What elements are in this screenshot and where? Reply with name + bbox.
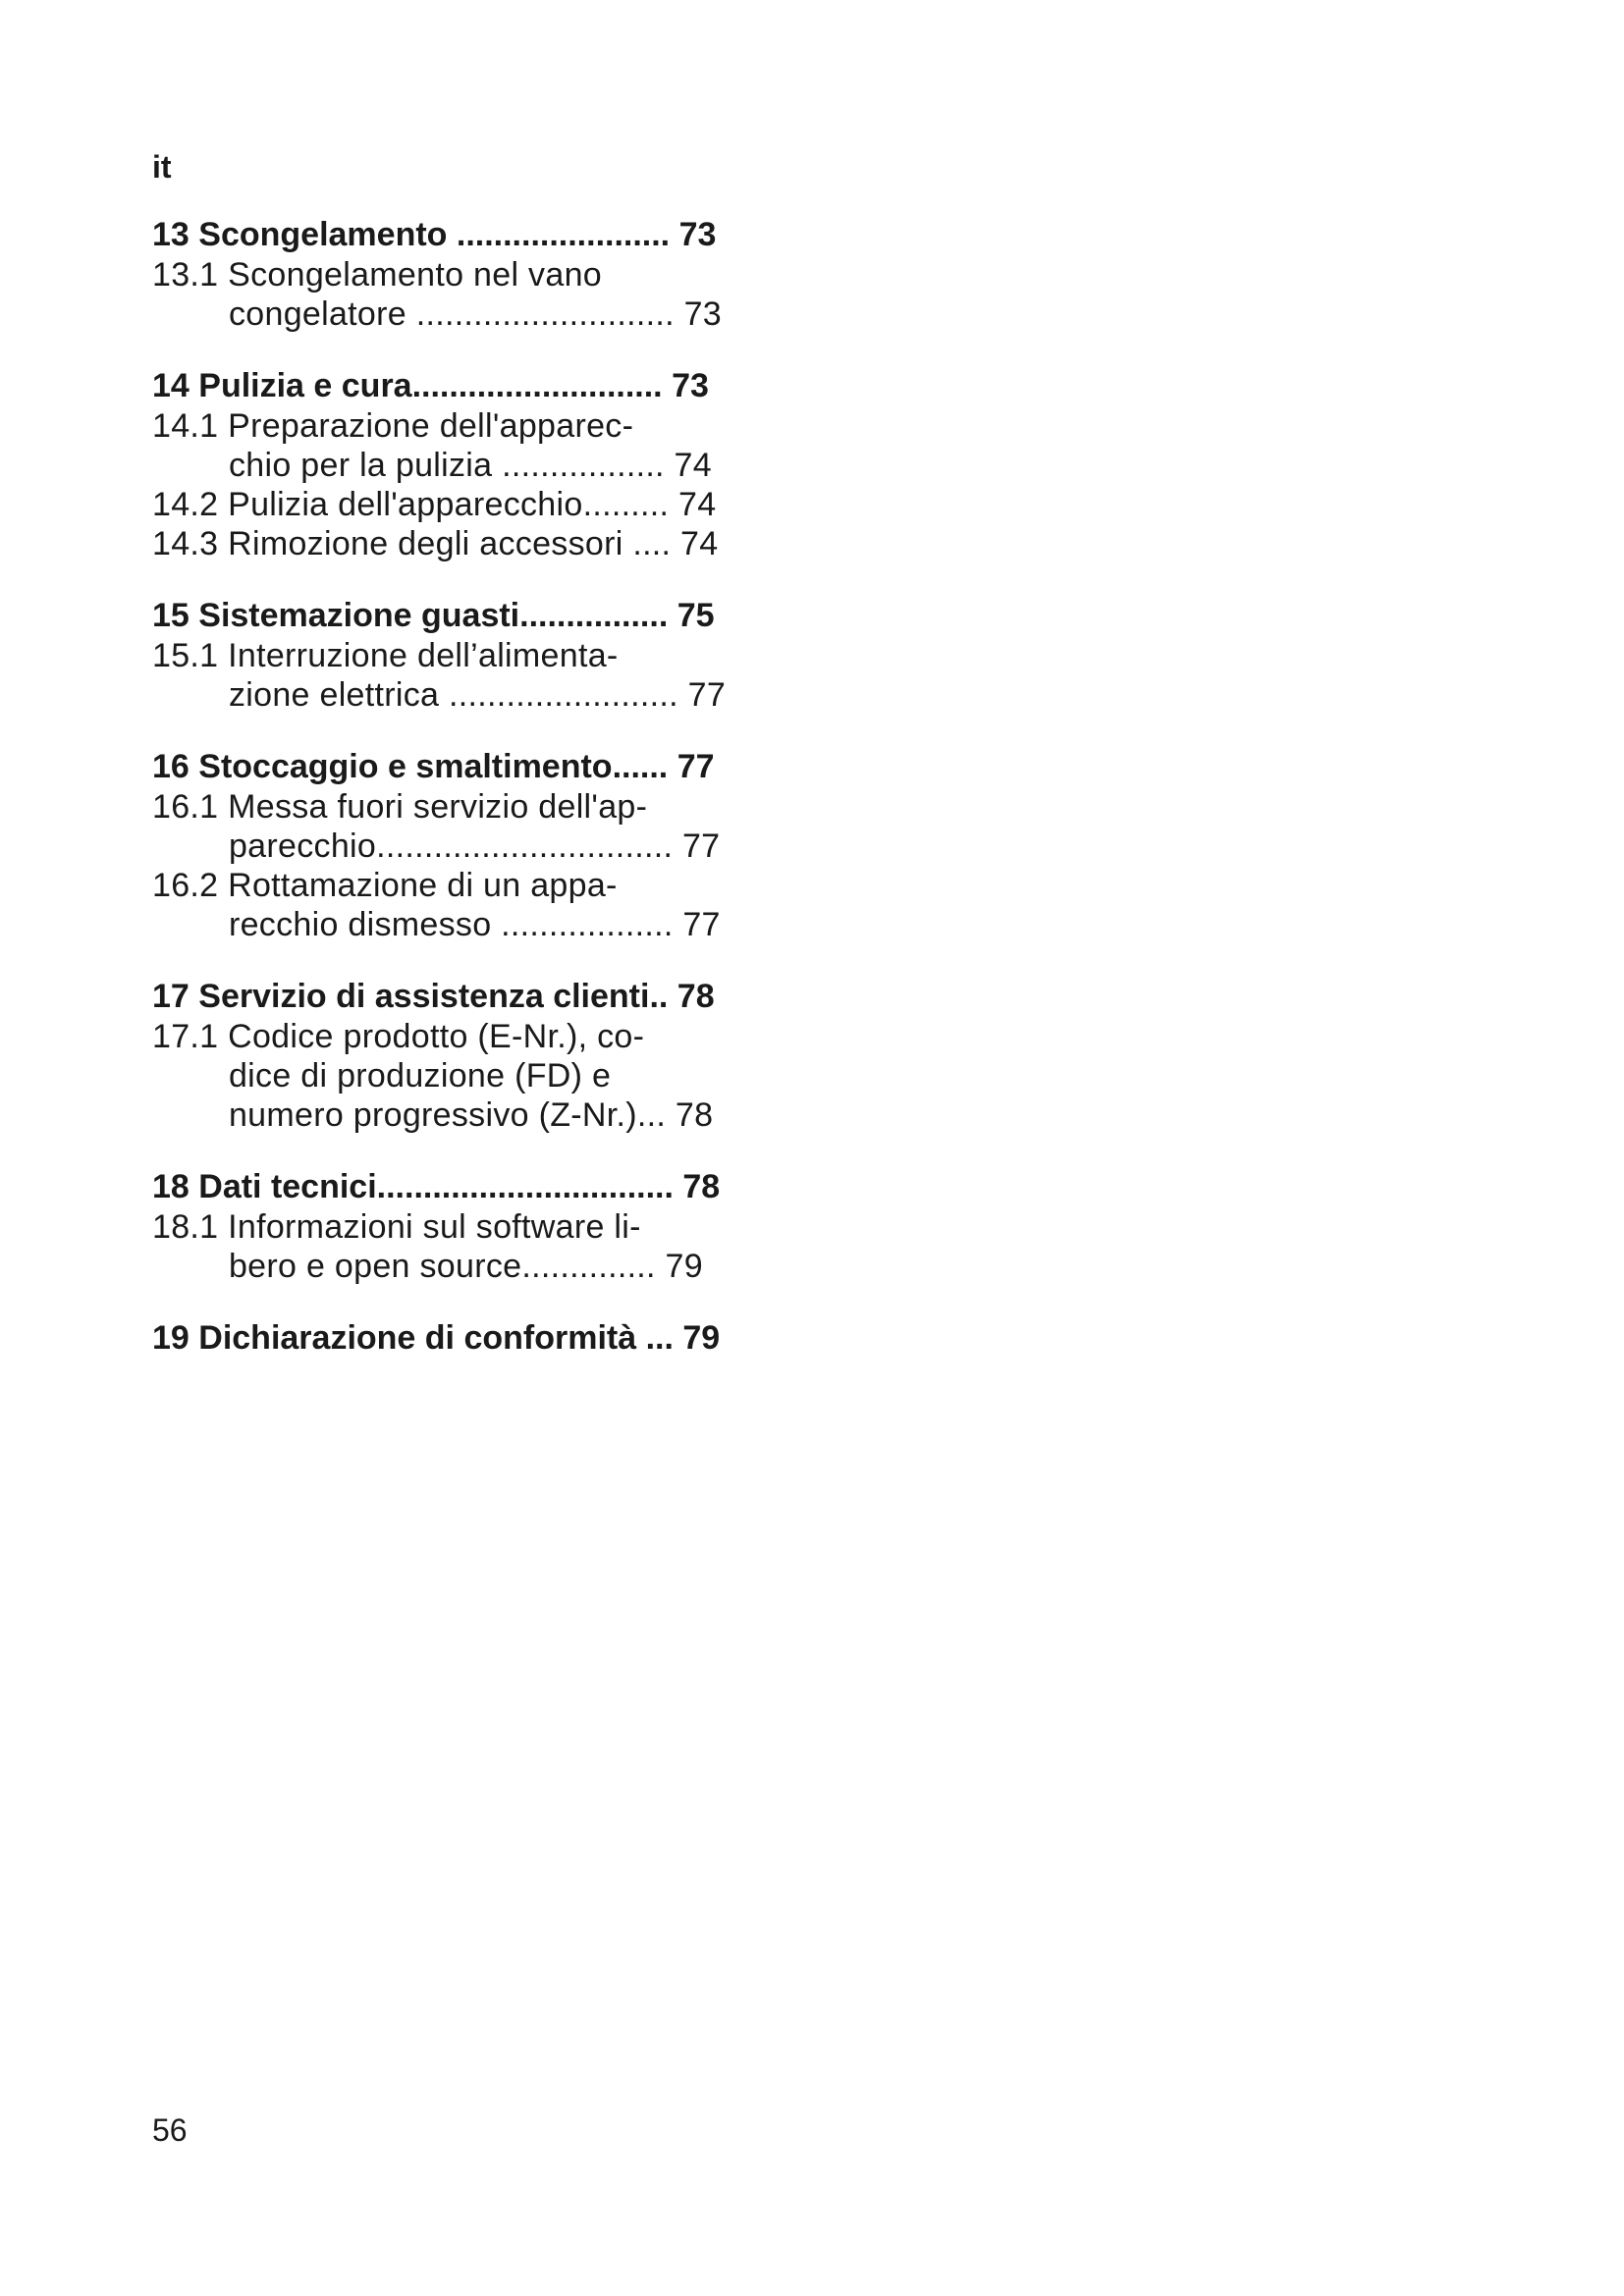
toc-gap — [152, 1286, 800, 1317]
toc-gap — [152, 1135, 800, 1166]
toc-gap — [152, 944, 800, 976]
toc-heading[interactable]: 18 Dati tecnici................................ 78 — [152, 1168, 721, 1205]
toc-subentry[interactable]: 14.3 Rimozione degli accessori .... 74 — [152, 525, 719, 562]
toc-subentry[interactable]: congelatore ........................... 73 — [152, 295, 723, 333]
toc-subentry[interactable]: bero e open source.............. 79 — [152, 1248, 703, 1285]
toc-subentry[interactable]: 16.2 Rottamazione di un appa- — [152, 867, 618, 904]
toc-gap — [152, 563, 800, 595]
toc-subentry[interactable]: chio per la pulizia ................. 74 — [152, 447, 712, 484]
toc-subentry[interactable]: 13.1 Scongelamento nel vano — [152, 256, 602, 294]
toc-heading[interactable]: 17 Servizio di assistenza clienti.. 78 — [152, 978, 715, 1015]
toc-heading[interactable]: 15 Sistemazione guasti................ 75 — [152, 597, 715, 634]
toc-heading[interactable]: 14 Pulizia e cura........................... 73 — [152, 367, 709, 404]
toc-gap — [152, 715, 800, 746]
toc-gap — [152, 334, 800, 365]
toc-heading[interactable]: 16 Stoccaggio e smaltimento...... 77 — [152, 748, 715, 785]
page-number: 56 — [152, 2112, 188, 2148]
table-of-contents — [152, 214, 800, 1359]
toc-heading[interactable]: 19 Dichiarazione di conformità ... 79 — [152, 1319, 721, 1357]
toc-subentry[interactable]: 18.1 Informazioni sul software li- — [152, 1208, 641, 1246]
toc-subentry[interactable]: numero progressivo (Z-Nr.)... 78 — [152, 1096, 714, 1134]
toc-subentry[interactable]: 14.2 Pulizia dell'apparecchio......... 74 — [152, 486, 717, 523]
toc-subentry[interactable]: dice di produzione (FD) e — [152, 1057, 612, 1095]
toc-subentry[interactable]: 16.1 Messa fuori servizio dell'ap- — [152, 788, 648, 826]
toc-subentry[interactable]: 17.1 Codice prodotto (E-Nr.), co- — [152, 1018, 645, 1055]
toc-subentry[interactable]: zione elettrica ........................ 77 — [152, 676, 727, 714]
toc-heading[interactable]: 13 Scongelamento ....................... 73 — [152, 216, 717, 253]
toc-subentry[interactable]: 15.1 Interruzione dell’alimenta- — [152, 637, 619, 674]
toc-subentry[interactable]: 14.1 Preparazione dell'apparec- — [152, 407, 634, 445]
toc-subentry[interactable]: parecchio............................... 77 — [152, 828, 721, 865]
language-label: it — [152, 149, 172, 185]
toc-subentry[interactable]: recchio dismesso .................. 77 — [152, 906, 721, 943]
